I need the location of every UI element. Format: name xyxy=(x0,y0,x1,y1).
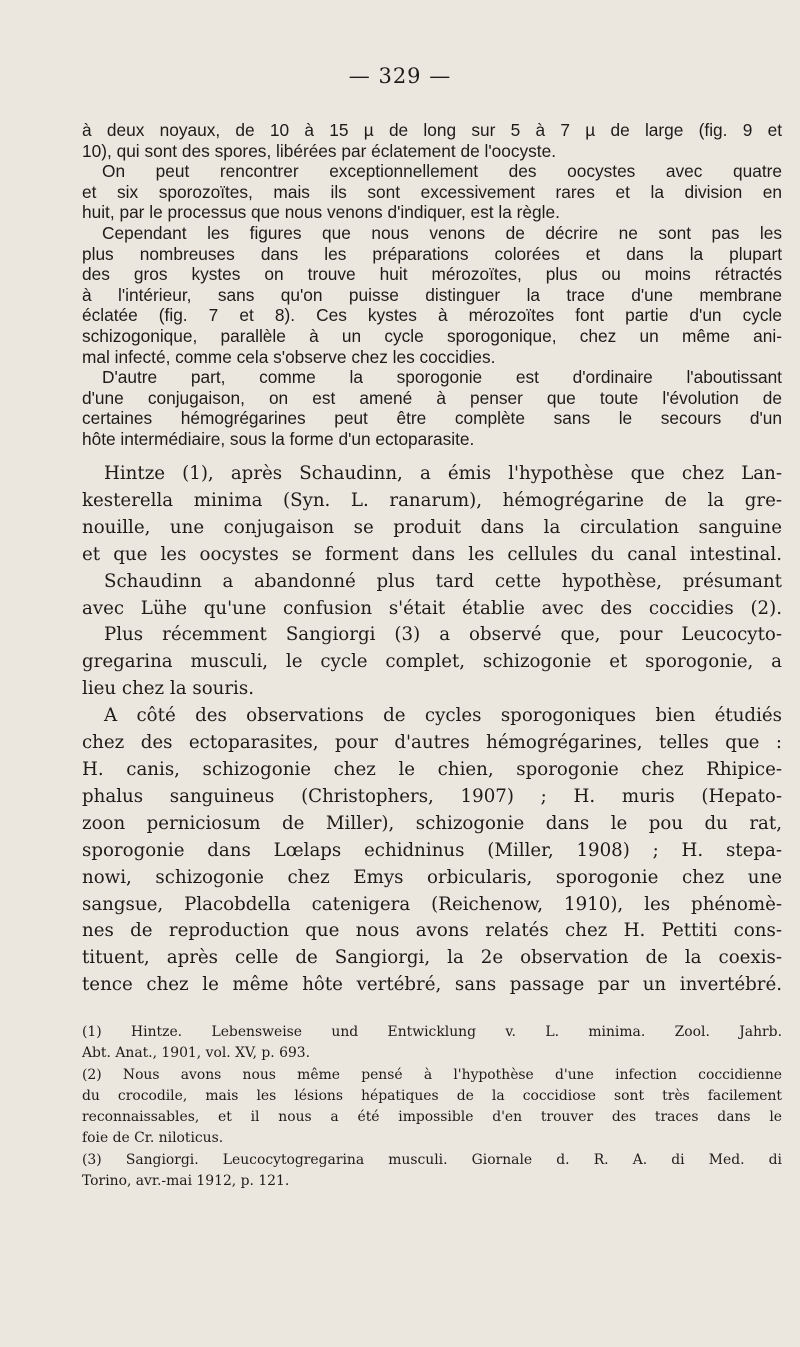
footnote-line: (3) Sangiorgi. Leucocytogregarina musculi. Giornale d. R. A. di Med. di xyxy=(82,1151,782,1168)
footnote-line: Torino, avr.-mai 1912, p. 121. xyxy=(82,1173,290,1190)
small-text-line: à l'intérieur, sans qu'on puisse distinguer la trace d'une membrane xyxy=(82,284,782,305)
main-text-line: phalus sanguineus (Christophers, 1907) ; H. muris (Hepato- xyxy=(82,785,782,807)
main-text-line: nes de reproduction que nous avons relatés chez H. Pettiti cons- xyxy=(82,920,782,942)
main-text-line: chez des ectoparasites, pour d'autres hémogrégarines, telles que : xyxy=(82,732,782,754)
main-text-line: sporogonie dans Lœlaps echidninus (Miller, 1908) ; H. stepa- xyxy=(82,839,782,861)
footnote-line: (2) Nous avons nous même pensé à l'hypothèse d'une infection coccidienne xyxy=(82,1066,782,1083)
small-text-line: d'une conjugaison, on est amené à penser que toute l'évolution de xyxy=(82,387,782,408)
main-text-line: Hintze (1), après Schaudinn, a émis l'hypothèse que chez Lan- xyxy=(104,463,782,484)
main-text-line: Plus récemment Sangiorgi (3) a observé que, pour Leucocyto- xyxy=(104,624,782,646)
main-text-line: A côté des observations de cycles sporogoniques bien étudiés xyxy=(104,705,782,727)
main-text-line: tituent, après celle de Sangiorgi, la 2e observation de la coexis- xyxy=(82,947,782,969)
small-text-line: certaines hémogrégarines peut être complète sans le secours d'un xyxy=(82,408,782,429)
footnote-line: (1) Hintze. Lebensweise und Entwicklung v. L. minima. Zool. Jahrb. xyxy=(82,1024,782,1040)
small-text-line: plus nombreuses dans les préparations colorées et dans la plupart xyxy=(82,243,782,264)
main-text-line: avec Lühe qu'une confusion s'était établie avec des coccidies (2). xyxy=(82,597,782,619)
small-text-line: schizogonique, parallèle à un cycle sporogonique, chez un même ani- xyxy=(82,325,782,346)
small-text-line: Cependant les figures que nous venons de décrire ne sont pas les xyxy=(102,222,782,243)
main-text-line: sangsue, Placobdella catenigera (Reichenow, 1910), les phénomè- xyxy=(82,893,782,915)
main-text-line: nowi, schizogonie chez Emys orbicularis, sporogonie chez une xyxy=(82,866,782,888)
small-text-block xyxy=(82,120,782,450)
small-text-line: D'autre part, comme la sporogonie est d'ordinaire l'aboutissant xyxy=(102,367,782,388)
main-text-line: tence chez le même hôte vertébré, sans passage par un invertébré. xyxy=(82,974,782,996)
main-text-line: H. canis, schizogonie chez le chien, sporogonie chez Rhipice- xyxy=(82,758,782,780)
main-text-line: zoon perniciosum de Miller), schizogonie dans le pou du rat, xyxy=(82,812,782,834)
small-text-line: 10), qui sont des spores, libérées par éclatement de l'oocyste. xyxy=(82,140,556,161)
small-text-line: mal infecté, comme cela s'observe chez les coccidies. xyxy=(82,346,496,367)
main-text-line: gregarina musculi, le cycle complet, schizogonie et sporogonie, a xyxy=(82,651,782,673)
small-text-line: On peut rencontrer exceptionnellement des oocystes avec quatre xyxy=(102,161,782,182)
main-text-line: Schaudinn a abandonné plus tard cette hypothèse, présumant xyxy=(104,570,782,592)
main-text-line: et que les oocystes se forment dans les cellules du canal intestinal. xyxy=(82,543,782,565)
small-text-line: hôte intermédiaire, sous la forme d'un ectoparasite. xyxy=(82,428,475,449)
small-text-line: des gros kystes on trouve huit mérozoïtes, plus ou moins rétractés xyxy=(82,264,782,285)
main-text-block xyxy=(82,461,782,999)
small-text-line: à deux noyaux, de 10 à 15 µ de long sur 5 à 7 µ de large (fig. 9 et xyxy=(82,120,782,140)
main-text-line: nouille, une conjugaison se produit dans la circulation sanguine xyxy=(82,516,782,538)
small-text-line: huit, par le processus que nous venons d'indiquer, est la règle. xyxy=(82,202,560,223)
main-text-line: lieu chez la souris. xyxy=(82,678,254,700)
footnote-line: foie de Cr. niloticus. xyxy=(82,1130,224,1147)
footnote-line: Abt. Anat., 1901, vol. XV, p. 693. xyxy=(82,1045,311,1062)
footnotes-block xyxy=(82,1022,782,1192)
footnote-line: du crocodile, mais les lésions hépatiques de la coccidiose sont très facilement xyxy=(82,1087,782,1104)
main-text-line: kesterella minima (Syn. L. ranarum), hémogrégarine de la gre- xyxy=(82,489,782,511)
page-number: — 329 — xyxy=(348,64,452,88)
small-text-line: et six sporozoïtes, mais ils sont excessivement rares et la division en xyxy=(82,181,782,202)
small-text-line: éclatée (fig. 7 et 8). Ces kystes à mérozoïtes font partie d'un cycle xyxy=(82,305,782,326)
footnote-line: reconnaissables, et il nous a été impossible d'en trouver des traces dans le xyxy=(82,1109,782,1126)
